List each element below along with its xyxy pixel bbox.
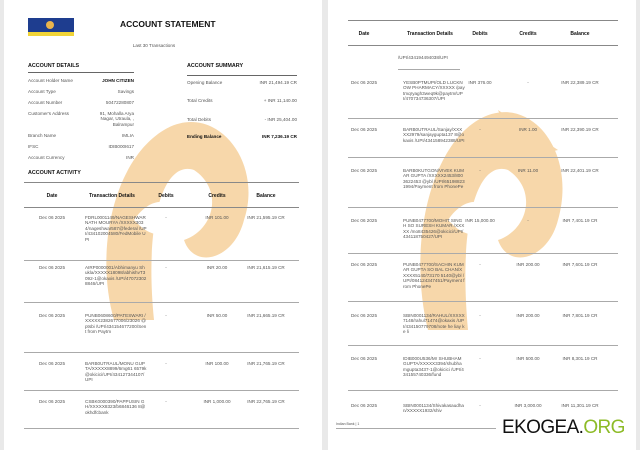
- transaction-details: PUNB0477700/SACHIN KUMAR GUPTA SO BAL CHAN/XXXXX5140/73170 5140@ybl /UPI/084124347451/Payment from PhonePe: [403, 262, 465, 289]
- transaction-date: Dec 06 2025: [350, 127, 378, 132]
- row-divider: [348, 253, 618, 254]
- continuation-details: /UPI/434194494038/UPI: [398, 55, 448, 60]
- transaction-credit: INR 500.00: [516, 356, 540, 361]
- account-details-heading: ACCOUNT DETAILS: [28, 63, 80, 69]
- column-header: Debits: [158, 193, 174, 199]
- column-header: Debits: [472, 31, 488, 37]
- detail-value: Savings: [117, 89, 134, 94]
- statement-page-1: [4, 0, 322, 450]
- transaction-debit: -: [479, 127, 481, 132]
- transaction-details: FDRL0001149/NAGESHWAR NATH MOURYA /XXXXX3034/nageshwar587@federal /UPI/434102004580/FedMobile UPI: [85, 215, 147, 242]
- transaction-balance: INR 22,390.19 CR: [561, 127, 599, 132]
- transaction-date: Dec 06 2025: [38, 361, 66, 366]
- transaction-debit: -: [479, 313, 481, 318]
- table-rule: [348, 20, 618, 21]
- transaction-credit: INR 200.00: [516, 313, 540, 318]
- transaction-details: BARB0KUTGON/VIVEK KUMAR GUPTA /XXXXX2453/8003622453 @ybl /UPI/651988231994/Payment from PhonePe: [403, 168, 465, 190]
- transaction-date: Dec 06 2025: [350, 218, 378, 223]
- transaction-balance: INR 21,615.19 CR: [247, 265, 285, 270]
- transaction-balance: INR 21,595.19 CR: [247, 215, 285, 220]
- transaction-debit: -: [165, 399, 167, 404]
- transaction-credit: INR 100.00: [205, 361, 229, 366]
- detail-label: Account Type: [28, 89, 56, 94]
- column-header: Balance: [256, 193, 276, 199]
- detail-value: INR: [126, 155, 134, 160]
- detail-value: JOHN CITIZEN: [102, 78, 134, 83]
- statement-subtitle: Last 30 Transactions: [132, 43, 176, 48]
- transaction-debit: INR 15,000.00: [465, 218, 495, 223]
- transaction-credit: INR 1.00: [518, 127, 538, 132]
- bank-logo: [28, 18, 74, 36]
- detail-value: 50472280807: [105, 100, 134, 105]
- detail-label: IFSC: [28, 144, 39, 149]
- column-header: Transaction Details: [407, 31, 453, 37]
- transaction-date: Dec 06 2025: [350, 262, 378, 267]
- transaction-date: Dec 06 2025: [350, 356, 378, 361]
- table-rule: [24, 182, 299, 183]
- transaction-balance: INR 22,401.19 CR: [561, 168, 599, 173]
- transaction-balance: INR 7,401.19 CR: [562, 218, 598, 223]
- column-header: Credits: [208, 193, 226, 199]
- transaction-date: Dec 06 2025: [38, 265, 66, 270]
- transaction-date: Dec 06 2025: [350, 313, 378, 318]
- summary-value: INR 7,236.19 CR: [262, 134, 297, 139]
- row-divider: [24, 260, 299, 261]
- transaction-credit: INR 200.00: [516, 262, 540, 267]
- account-activity-heading: ACCOUNT ACTIVITY: [28, 170, 81, 176]
- statement-page-2: [328, 0, 636, 450]
- transaction-credit: -: [527, 218, 529, 223]
- transaction-balance: INR 21,665.19 CR: [247, 313, 285, 318]
- account-summary-heading: ACCOUNT SUMMARY: [187, 63, 244, 69]
- row-divider: [24, 302, 299, 303]
- transaction-balance: INR 7,601.19 CR: [562, 262, 598, 267]
- detail-label: Account Holder Name: [28, 78, 73, 83]
- transaction-debit: -: [165, 265, 167, 270]
- transaction-balance: INR 11,301.19 CR: [561, 403, 599, 408]
- column-header: Credits: [519, 31, 537, 37]
- row-divider: [348, 345, 618, 346]
- summary-label: Ending Balance: [187, 134, 222, 139]
- transaction-credit: INR 50.00: [206, 313, 228, 318]
- transaction-date: Dec 06 2025: [350, 168, 378, 173]
- site-watermark-left: EKOGEA.: [502, 417, 584, 438]
- summary-value: INR 21,494.19 CR: [259, 80, 297, 85]
- site-watermark-right: ORG: [583, 417, 625, 438]
- transaction-date: Dec 06 2025: [38, 313, 66, 318]
- row-divider: [348, 301, 618, 302]
- transaction-debit: -: [479, 356, 481, 361]
- transaction-debit: -: [165, 313, 167, 318]
- transaction-debit: INR 376.00: [468, 80, 492, 85]
- transaction-credit: INR 101.00: [205, 215, 229, 220]
- transaction-balance: INR 8,301.19 CR: [562, 356, 598, 361]
- transaction-debit: -: [479, 168, 481, 173]
- transaction-details: PUNB0477700/MOHIT SINGH SO SURESH KUMAR /XXXXX /mo8435426@okicici/UPI/434118750427/UPI: [403, 218, 465, 240]
- summary-label: Total Credits: [187, 98, 213, 103]
- transaction-debit: -: [165, 215, 167, 220]
- transaction-details: AIRP0000001/Abhimanyu Shukla/XXXXX18098/abhishvT3092-1@okaxis /UPI/470723028846/UPI: [85, 265, 147, 287]
- transaction-date: Dec 06 2025: [350, 403, 378, 408]
- transaction-debit: -: [479, 262, 481, 267]
- detail-value: IDIB000I617: [108, 144, 134, 149]
- row-divider: [348, 118, 618, 119]
- detail-label: Branch Name: [28, 133, 57, 138]
- transaction-balance: INR 7,801.19 CR: [562, 313, 598, 318]
- row-divider: [24, 428, 299, 429]
- transaction-details: BARB0UTRAUL/MONU GUPTA/XXXXX8899/6mg61 6579k@okicici/UPI/434127344107/UPI: [85, 361, 147, 383]
- transaction-balance: INR 22,765.19 CR: [247, 399, 285, 404]
- transaction-date: Dec 06 2025: [38, 399, 66, 404]
- row-divider: [24, 390, 299, 391]
- row-divider: [24, 352, 299, 353]
- summary-value: - INR 25,404.00: [264, 117, 297, 122]
- transaction-balance: INR 22,389.19 CR: [561, 80, 599, 85]
- column-header: Balance: [570, 31, 590, 37]
- page-footer: Indian Bank | 1: [336, 422, 360, 426]
- column-header: Date: [46, 193, 58, 199]
- transaction-details: YESB0PTMUPI/OLD LUCKNOW PHARMACY/XXXXX /paytmqryagh3weq9k@paytm/UPI/470734736307/UPI: [403, 80, 465, 102]
- transaction-credit: INR 3,000.00: [514, 403, 542, 408]
- table-rule: [348, 45, 618, 46]
- summary-label: Total Debits: [187, 117, 211, 122]
- summary-label: Opening Balance: [187, 80, 223, 85]
- transaction-date: Dec 06 2025: [350, 80, 378, 85]
- transaction-debit: -: [165, 361, 167, 366]
- transaction-details: SBIN0001134/RAHUL/XXXXX7148/rahul71474@okaxis /UPI/434150779708/note he liay ke li: [403, 313, 465, 335]
- site-watermark: [502, 417, 625, 439]
- transaction-details: SBIN0001134/Shivakasaudhan/XXXXX1932/shiv: [403, 403, 464, 414]
- transaction-balance: INR 21,765.19 CR: [247, 361, 285, 366]
- row-divider: [348, 157, 618, 158]
- row-divider: [348, 207, 618, 208]
- detail-label: Customer's Address: [28, 111, 69, 116]
- detail-value: 91, Mohalla Arya Nagar, Utraula, , Balrampur: [99, 111, 134, 127]
- transaction-credit: INR 11.00: [517, 168, 539, 173]
- summary-value: + INR 11,140.00: [263, 98, 297, 103]
- detail-label: Account Currency: [28, 155, 65, 160]
- transaction-details: PUNB0608600/PATESWARI /XXXXX2382677006/23026 @ptsbi /UPI/434154677200/Sent from Paytm: [85, 313, 147, 335]
- detail-value: IMLIA: [122, 133, 134, 138]
- transaction-date: Dec 06 2025: [38, 215, 66, 220]
- detail-label: Account Number: [28, 100, 63, 105]
- statement-title: ACCOUNT STATEMENT: [120, 19, 216, 29]
- transaction-details: CSBK0000390/PAPPUSIN GH/XXXXX8323/b6846136 8@okhdfcbank: [85, 399, 146, 415]
- table-rule: [24, 207, 299, 208]
- transaction-details: BARB0UTRAUL/Sanjay/XXXXX2979/sanjaygupta137 8@okaxis /UPI/434158942388/UPI: [403, 127, 465, 143]
- transaction-credit: -: [527, 80, 529, 85]
- column-header: Transaction Details: [89, 193, 135, 199]
- transaction-credit: INR 1,000.00: [203, 399, 231, 404]
- row-divider: [348, 390, 618, 391]
- column-header: Date: [358, 31, 370, 37]
- transaction-debit: -: [479, 403, 481, 408]
- transaction-details: IDIB000U536/Mr SHUBHAM GUPTA/XXXXX3394/shubhamgupta3437-1@okicici /UPI/434155740336/fund: [403, 356, 464, 378]
- transaction-credit: INR 20.00: [206, 265, 228, 270]
